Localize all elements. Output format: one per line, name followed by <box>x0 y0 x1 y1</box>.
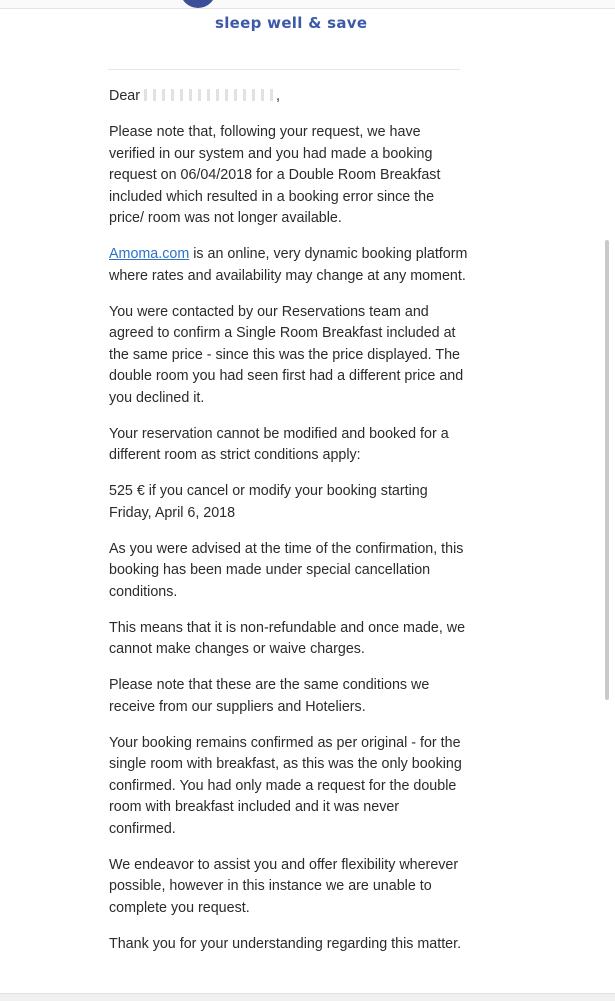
scrollbar[interactable] <box>605 240 609 700</box>
paragraph: Please note that these are the same conditions we receive from our suppliers and Hoteliers. <box>109 677 430 715</box>
paragraph: We endeavor to assist you and offer flexibility wherever possible, however in this instance we are unable to complete you request. <box>109 856 459 916</box>
paragraph: Please note that, following your request, we have verified in our system and you had made a booking request on 06/04/2018 for a Double Room Breakfast included which resulted in a booking error since the price/ room was not longer available. <box>109 124 441 226</box>
amoma-text: is an online, very dynamic booking platform where rates and availability may change at any moment. <box>109 246 468 284</box>
paragraph-closing: Thank you for your understanding regarding this matter. <box>109 935 462 952</box>
brand-tagline: sleep well & save <box>215 14 368 32</box>
paragraph: Your reservation cannot be modified and booked for a different room as strict conditions apply: <box>109 425 449 463</box>
paragraph: As you were advised at the time of the confirmation, this booking has been made under special cancellation conditions. <box>109 540 464 600</box>
paragraph: You were contacted by our Reservations team and agreed to confirm a Single Room Breakfast included at the same price - since this was the price displayed. The double room you had seen first had a different price and you declined it. <box>109 303 464 406</box>
paragraph: Your booking remains confirmed as per original - for the single room with breakfast, as this was the only booking confirmed. You had only made a request for the double room with breakfast included and it was never confirmed. <box>109 734 462 837</box>
paragraph-fee: 525 € if you cancel or modify your booking starting Friday, April 6, 2018 <box>109 483 428 521</box>
email-body <box>109 86 469 970</box>
amoma-link[interactable]: Amoma.com <box>109 246 190 262</box>
redacted-name <box>144 89 276 101</box>
paragraph-amoma <box>109 244 469 287</box>
header-divider <box>108 69 460 70</box>
paragraph: This means that it is non-refundable and once made, we cannot make changes or waive charges. <box>109 619 466 657</box>
brand-header <box>0 0 615 40</box>
greeting: Dear , <box>109 88 280 104</box>
logo-icon <box>180 0 216 8</box>
greeting-prefix: Dear <box>109 88 140 104</box>
